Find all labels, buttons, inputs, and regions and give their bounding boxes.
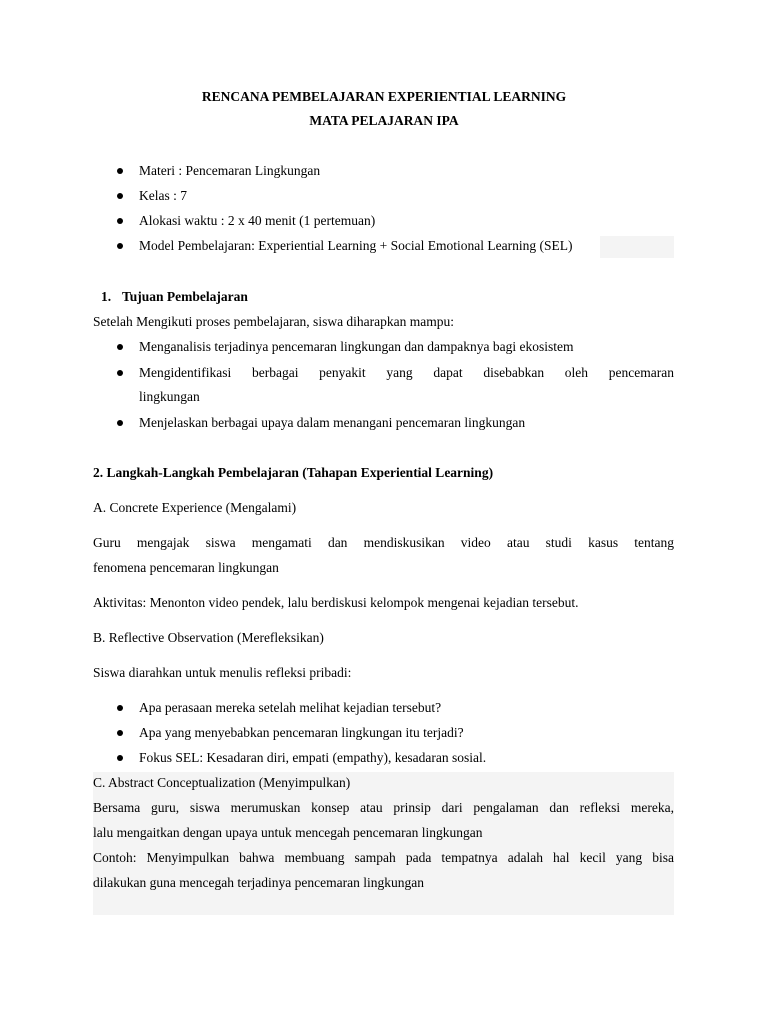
reflection-item: Fokus SEL: Kesadaran diri, empati (empathy), kesadaran sosial. <box>139 750 487 765</box>
step-c-line: lalu mengaitkan dengan upaya untuk mencegah pencemaran lingkungan <box>93 825 483 840</box>
step-a-title: A. Concrete Experience (Mengalami) <box>93 500 297 515</box>
goal-item: Menjelaskan berbagai upaya dalam menangani pencemaran lingkungan <box>139 415 526 430</box>
section-2-heading: 2. Langkah-Langkah Pembelajaran (Tahapan Experiential Learning) <box>93 465 494 480</box>
goal-item-continuation: lingkungan <box>139 389 200 404</box>
bullet-icon <box>117 755 123 761</box>
bullet-icon <box>117 193 123 199</box>
reflection-item: Apa yang menyebabkan pencemaran lingkungan itu terjadi? <box>139 725 464 740</box>
section-1-heading: Tujuan Pembelajaran <box>122 289 248 304</box>
meta-item-materi: Materi : Pencemaran Lingkungan <box>139 163 321 178</box>
bullet-icon <box>117 218 123 224</box>
goal-item: Mengidentifikasi berbagai penyakit yang dapat disebabkan oleh pencemaran <box>139 365 674 380</box>
step-c-example: Contoh: Menyimpulkan bahwa membuang sampah pada tempatnya adalah hal kecil yang bisa <box>93 850 674 865</box>
step-a-paragraph-line: fenomena pencemaran lingkungan <box>93 560 279 575</box>
bullet-icon <box>117 370 123 376</box>
bullet-icon <box>117 420 123 426</box>
shaded-region-section-c <box>93 772 674 915</box>
section-1-intro: Setelah Mengikuti proses pembelajaran, siswa diharapkan mampu: <box>93 314 455 329</box>
step-b-intro: Siswa diarahkan untuk menulis refleksi pribadi: <box>93 665 352 680</box>
bullet-icon <box>117 705 123 711</box>
step-a-activity: Aktivitas: Menonton video pendek, lalu berdiskusi kelompok mengenai kejadian tersebut. <box>93 595 579 610</box>
section-1-number: 1. <box>101 289 112 304</box>
step-c-example-continuation: dilakukan guna mencegah terjadinya pencemaran lingkungan <box>93 875 424 890</box>
document-title: RENCANA PEMBELAJARAN EXPERIENTIAL LEARNING <box>201 89 567 104</box>
meta-item-alokasi: Alokasi waktu : 2 x 40 menit (1 pertemuan) <box>139 213 376 228</box>
shaded-region-meta <box>600 236 674 258</box>
step-c-line: Bersama guru, siswa merumuskan konsep atau prinsip dari pengalaman dan refleksi mereka, <box>93 800 674 815</box>
meta-item-kelas: Kelas : 7 <box>139 188 187 203</box>
bullet-icon <box>117 344 123 350</box>
step-b-title: B. Reflective Observation (Merefleksikan) <box>93 630 324 645</box>
bullet-icon <box>117 168 123 174</box>
meta-item-model: Model Pembelajaran: Experiential Learning + Social Emotional Learning (SEL) <box>139 238 573 253</box>
bullet-icon <box>117 730 123 736</box>
goal-item: Menganalisis terjadinya pencemaran lingkungan dan dampaknya bagi ekosistem <box>139 339 574 354</box>
step-c-title: C. Abstract Conceptualization (Menyimpulkan) <box>93 775 351 790</box>
step-a-paragraph-line: Guru mengajak siswa mengamati dan mendiskusikan video atau studi kasus tentang <box>93 535 674 550</box>
reflection-item: Apa perasaan mereka setelah melihat kejadian tersebut? <box>139 700 442 715</box>
document-subtitle: MATA PELAJARAN IPA <box>309 113 459 128</box>
bullet-icon <box>117 243 123 249</box>
